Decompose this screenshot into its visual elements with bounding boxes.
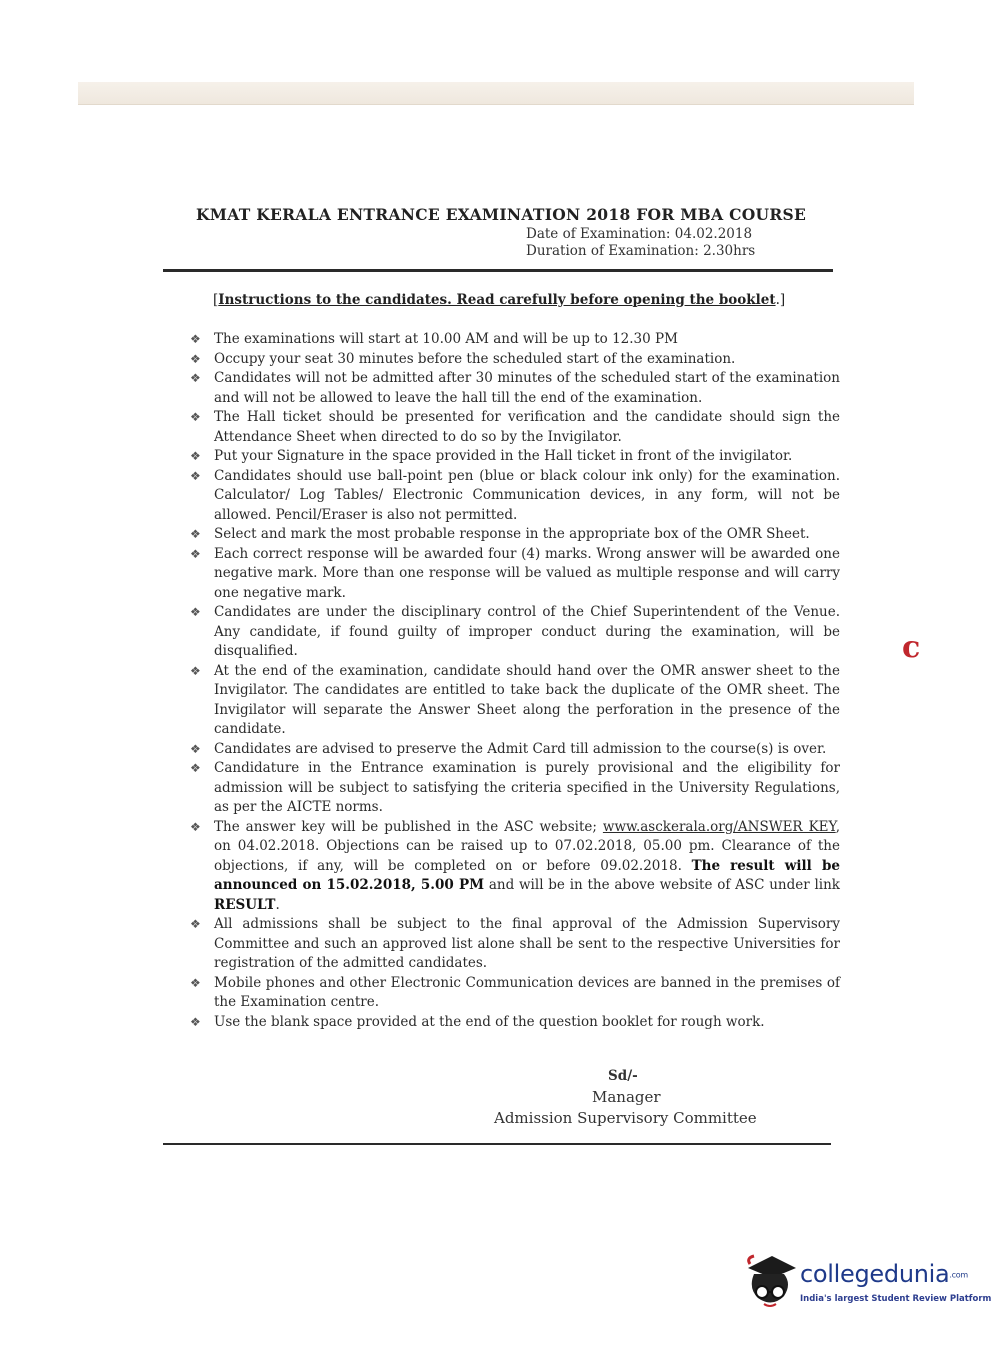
bullet-icon: ❖ bbox=[190, 761, 201, 775]
instruction-item: ❖ Use the blank space provided at the end of the question booklet for rough work. bbox=[190, 1013, 840, 1033]
signature-committee: Admission Supervisory Committee bbox=[494, 1109, 757, 1127]
bullet-icon: ❖ bbox=[190, 351, 201, 366]
instruction-item: ❖ Mobile phones and other Electronic Communication devices are banned in the premises of the Examination centre. bbox=[190, 974, 840, 1010]
instruction-item: ❖ The examinations will start at 10.00 AM and will be up to 12.30 PM bbox=[190, 330, 840, 350]
graduate-mascot-icon bbox=[744, 1254, 798, 1312]
instructions-heading: [Instructions to the candidates. Read carefully before opening the booklet.] bbox=[213, 292, 786, 308]
bullet-icon: ❖ bbox=[190, 546, 201, 561]
scan-edge-strip bbox=[78, 82, 914, 105]
instructions-list bbox=[190, 330, 840, 1032]
bullet-icon: ❖ bbox=[190, 663, 201, 678]
bullet-icon: ❖ bbox=[190, 468, 201, 483]
instruction-item: ❖ At the end of the examination, candidate should hand over the OMR answer sheet to the Invigilator. The candidates are entitled to take back the duplicate of the OMR sheet. The Invigilator will separate the Answer Sheet along the perforation in the presence of the candidate. bbox=[190, 662, 840, 737]
document-title: KMAT KERALA ENTRANCE EXAMINATION 2018 FOR MBA COURSE bbox=[196, 205, 807, 224]
signature-designation: Manager bbox=[592, 1088, 661, 1106]
bullet-icon: ❖ bbox=[190, 371, 201, 385]
instruction-item: ❖ Candidates are under the disciplinary control of the Chief Superintendent of the Venue. Any candidate, if found guilty of improper conduct during the examination, will be disqualified. bbox=[190, 604, 840, 659]
bullet-icon: ❖ bbox=[190, 410, 201, 424]
answer-key-link[interactable]: www.asckerala.org/ANSWER KEY bbox=[602, 818, 836, 835]
bullet-icon: ❖ bbox=[190, 1014, 201, 1029]
bullet-icon: ❖ bbox=[190, 741, 201, 756]
bullet-icon: ❖ bbox=[190, 527, 201, 541]
collegedunia-watermark bbox=[744, 1254, 992, 1314]
instructions-heading-text: Instructions to the candidates. Read carefully before opening the booklet bbox=[218, 292, 776, 308]
instruction-item: ❖ Candidates should use ball-point pen (blue or black colour ink only) for the examination. Calculator/ Log Tables/ Electronic Communication devices, in any form, will not be allowed. Pencil/Eraser is also not permitted. bbox=[190, 467, 840, 523]
instruction-item: ❖ Select and mark the most probable response in the appropriate box of the OMR Sheet. bbox=[190, 525, 840, 545]
footer-divider bbox=[163, 1143, 831, 1145]
instruction-item: ❖ Each correct response will be awarded four (4) marks. Wrong answer will be awarded one negative mark. More than one response will be valued as multiple response and will carry one negative mark. bbox=[190, 545, 840, 601]
instruction-item-answer-key: ❖ The answer key will be published in the ASC website; www.asckerala.org/ANSWER KEY, on 04.02.2018. Objections can be raised up to 07.02.2018, 05.00 pm. Clearance of the objections, if any, will be completed on or before 09.02.2018. The result will be announced on 15.02.2018, 5.00 PM and will be in the above website of ASC under link RESULT. bbox=[190, 818, 840, 913]
bullet-icon: ❖ bbox=[190, 605, 201, 619]
exam-duration: Duration of Examination: 2.30hrs bbox=[526, 243, 756, 259]
bullet-icon: ❖ bbox=[190, 819, 201, 834]
bullet-icon: ❖ bbox=[190, 975, 201, 990]
header-divider bbox=[163, 269, 833, 272]
scan-mark: c bbox=[902, 630, 921, 665]
watermark-tagline: India's largest Student Review Platform bbox=[800, 1294, 992, 1304]
instruction-item: ❖ All admissions shall be subject to the final approval of the Admission Supervisory Committee and such an approved list alone shall be sent to the respective Universities for registration of the admitted candidates. bbox=[190, 916, 840, 971]
bullet-icon: ❖ bbox=[190, 449, 201, 463]
instruction-item: ❖ Put your Signature in the space provided in the Hall ticket in front of the invigilator. bbox=[190, 447, 840, 467]
bullet-icon: ❖ bbox=[190, 332, 201, 346]
instruction-item: ❖ Candidates are advised to preserve the Admit Card till admission to the course(s) is over. bbox=[190, 740, 840, 760]
exam-date: Date of Examination: 04.02.2018 bbox=[526, 226, 753, 242]
instruction-item: ❖ Candidates will not be admitted after 30 minutes of the scheduled start of the examination and will not be allowed to leave the hall till the end of the examination. bbox=[190, 370, 840, 406]
instruction-item: ❖ Candidature in the Entrance examination is purely provisional and the eligibility for admission will be subject to satisfying the criteria specified in the University Regulations, as per the AICTE norms. bbox=[190, 760, 840, 815]
instruction-item: ❖ Occupy your seat 30 minutes before the scheduled start of the examination. bbox=[190, 350, 840, 370]
instruction-item: ❖ The Hall ticket should be presented for verification and the candidate should sign the Attendance Sheet when directed to do so by the Invigilator. bbox=[190, 409, 840, 445]
bullet-icon: ❖ bbox=[190, 917, 201, 931]
watermark-brand: collegedunia.com bbox=[800, 1260, 968, 1288]
signature-sd: Sd/- bbox=[608, 1068, 638, 1084]
result-announcement: The result will be announced on 15.02.2018, 5.00 PM bbox=[214, 857, 840, 893]
result-link-label: RESULT bbox=[214, 896, 276, 913]
